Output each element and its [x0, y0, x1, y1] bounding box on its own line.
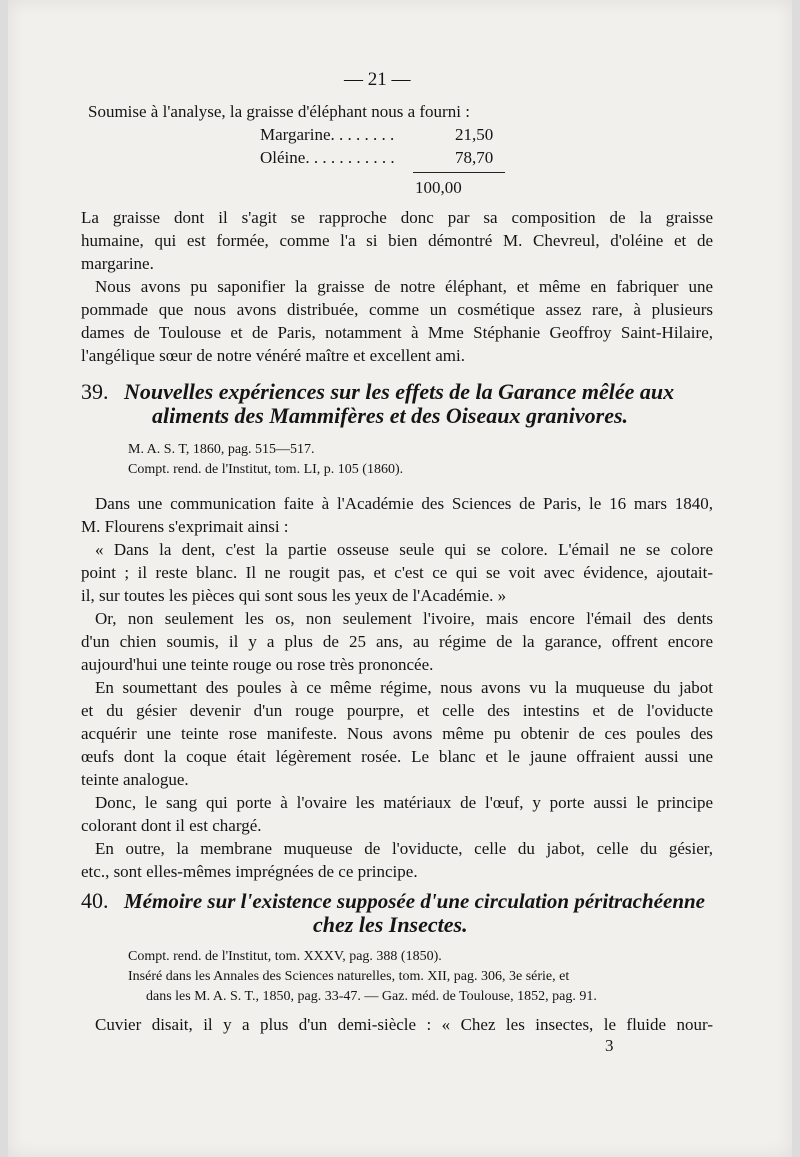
analysis-oleine-label: Oléine. . . . . . . . . . .: [260, 148, 395, 167]
section-39-number: 39.: [81, 379, 109, 404]
reference-line: M. A. S. T, 1860, pag. 515—517.: [128, 442, 315, 457]
page-number: — 21 —: [344, 69, 411, 90]
text-line: etc., sont elles-mêmes imprégnées de ce principe.: [81, 862, 418, 881]
text-line: M. Flourens s'exprimait ainsi :: [81, 517, 289, 536]
reference-line: Inséré dans les Annales des Sciences naturelles, tom. XII, pag. 306, 3e série, et: [128, 969, 570, 984]
section-40-heading: Mémoire sur l'existence supposée d'une circulation péritrachéenne: [124, 889, 705, 913]
reference-line: Compt. rend. de l'Institut, tom. XXXV, pag. 388 (1850).: [128, 949, 442, 964]
section-39-heading-cont: aliments des Mammifères et des Oiseaux granivores.: [152, 403, 629, 428]
text-line: humaine, qui est formée, comme l'a si bien démontré M. Chevreul, d'oléine et de: [81, 231, 713, 250]
document-page: [8, 0, 792, 1157]
text-line: acquérir une teinte rose manifeste. Nous avons même pu obtenir de ces poules des: [81, 724, 713, 743]
text-line: et du gésier devenir d'un rouge pourpre, et celle des intestins et de l'oviducte: [81, 701, 713, 720]
text-line: l'angélique sœur de notre vénéré maître et excellent ami.: [81, 346, 465, 365]
text-line: d'un chien soumis, il y a plus de 25 ans, au régime de la garance, offrent encore: [81, 632, 713, 651]
text-line: il, sur toutes les pièces qui sont sous les yeux de l'Académie. »: [81, 586, 507, 605]
text-line: aujourd'hui une teinte rouge ou rose très prononcée.: [81, 655, 434, 674]
text-line: La graisse dont il s'agit se rapproche donc par sa composition de la graisse: [81, 208, 713, 227]
text-line: margarine.: [81, 254, 154, 273]
section-39-heading: Nouvelles expériences sur les effets de la Garance mêlée aux: [124, 379, 675, 404]
reference-line: dans les M. A. S. T., 1850, pag. 33-47. — Gaz. méd. de Toulouse, 1852, pag. 91.: [146, 989, 597, 1004]
text-line: colorant dont il est chargé.: [81, 816, 262, 835]
text-line: point ; il reste blanc. Il ne rougit pas, et c'est ce qui se voit avec évidence, ajoutait-: [81, 563, 713, 582]
text-line: En outre, la membrane muqueuse de l'oviducte, celle du jabot, celle du gésier,: [95, 839, 713, 858]
text-line: Donc, le sang qui porte à l'ovaire les matériaux de l'œuf, y porte aussi le principe: [95, 793, 713, 812]
text-line: pommade que nous avons distribuée, comme un cosmétique assez rare, à plusieurs: [81, 300, 713, 319]
analysis-margarine-value: 21,50: [455, 125, 494, 144]
text-line: Soumise à l'analyse, la graisse d'éléphant nous a fourni :: [88, 102, 470, 121]
text-line: teinte analogue.: [81, 770, 189, 789]
signature-mark: 3: [605, 1036, 614, 1055]
text-line: En soumettant des poules à ce même régime, nous avons vu la muqueuse du jabot: [95, 678, 713, 697]
sum-rule: [413, 172, 505, 173]
reference-line: Compt. rend. de l'Institut, tom. LI, p. 105 (1860).: [128, 462, 404, 477]
text-line: œufs dont la coque était légèrement rosée. Le blanc et le jaune offraient aussi une: [81, 747, 713, 766]
text-line: Nous avons pu saponifier la graisse de notre éléphant, et même en fabriquer une: [95, 277, 713, 296]
section-40-heading-cont: chez les Insectes.: [313, 912, 468, 937]
text-line: Dans une communication faite à l'Académie des Sciences de Paris, le 16 mars 1840,: [95, 494, 713, 513]
text-line: Or, non seulement les os, non seulement l'ivoire, mais encore l'émail des dents: [95, 609, 713, 628]
analysis-margarine-label: Margarine. . . . . . . .: [260, 125, 395, 144]
text-line: « Dans la dent, c'est la partie osseuse seule qui se colore. L'émail ne se colore: [95, 540, 713, 559]
text-line: Cuvier disait, il y a plus d'un demi-siècle : « Chez les insectes, le fluide nour-: [95, 1015, 713, 1034]
analysis-total: 100,00: [415, 178, 462, 197]
analysis-oleine-value: 78,70: [455, 148, 494, 167]
section-40-number: 40.: [81, 888, 109, 913]
text-line: dames de Toulouse et de Paris, notamment à Mme Stéphanie Geoffroy Saint-Hilaire,: [81, 323, 713, 342]
